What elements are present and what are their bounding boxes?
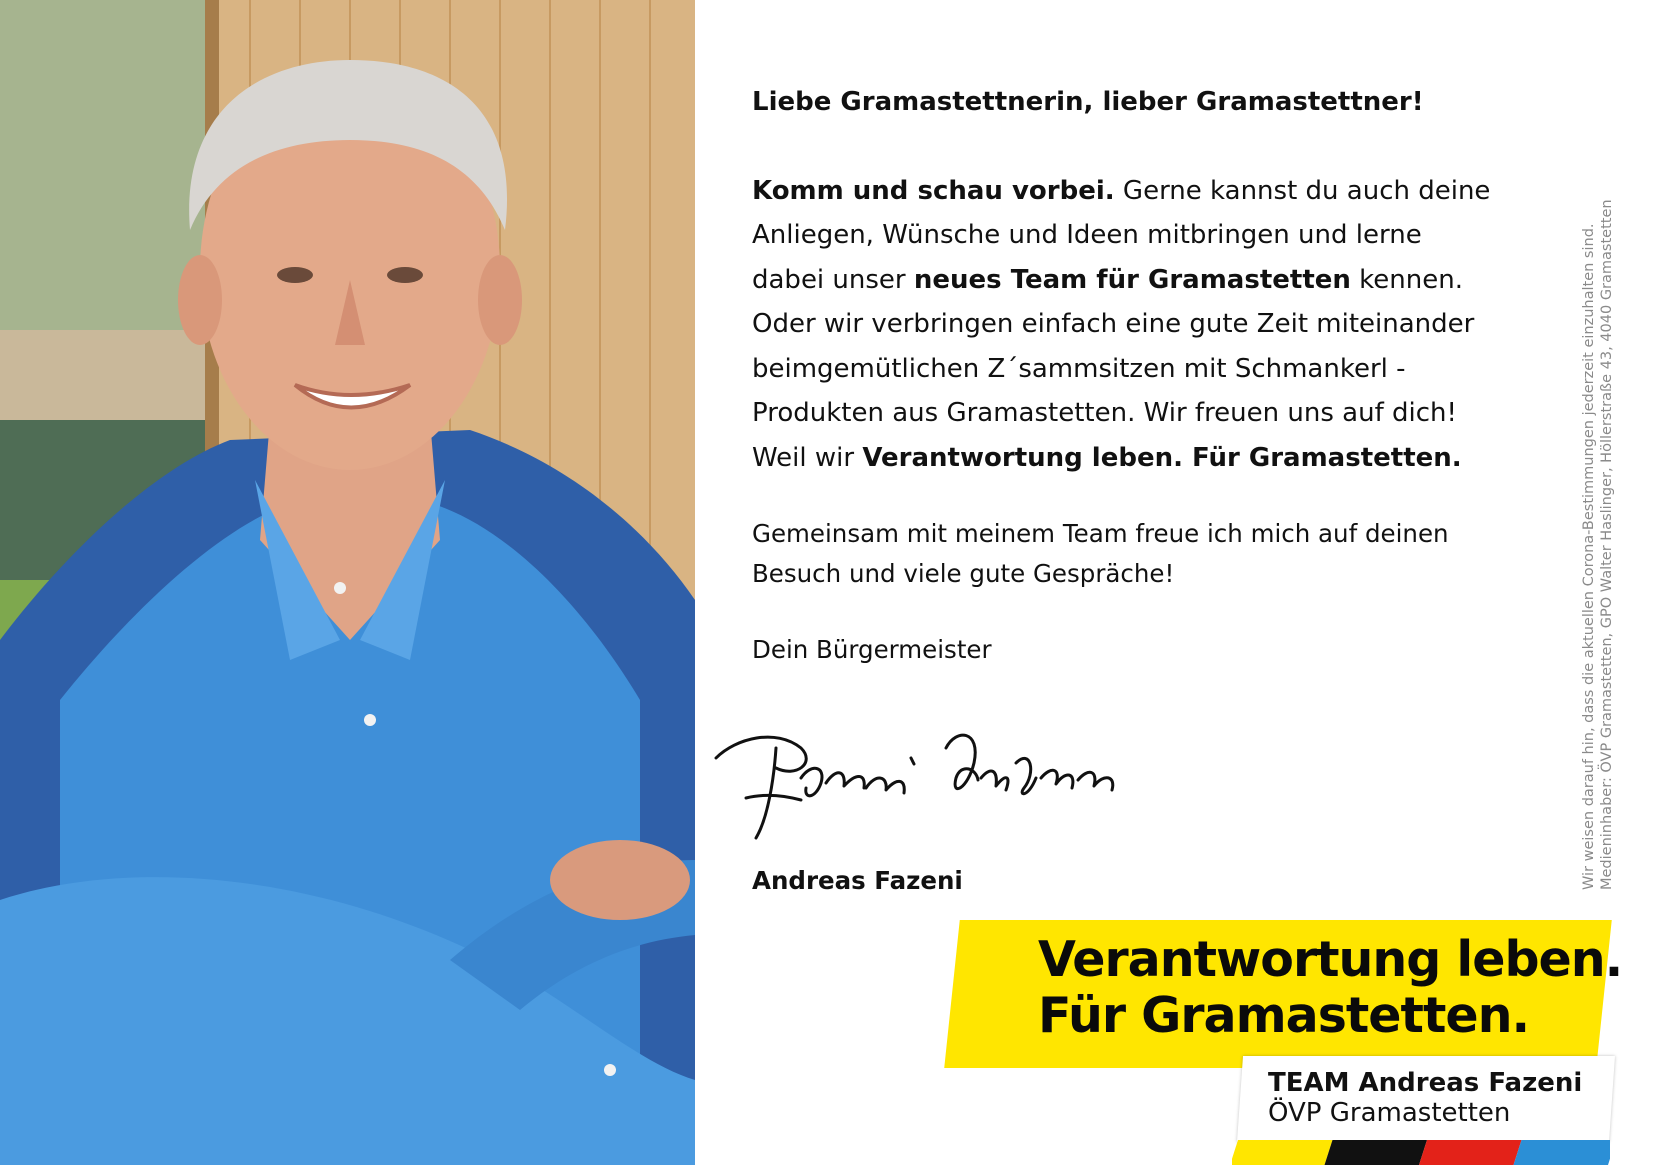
greeting: Liebe Gramastettnerin, lieber Gramastettner! bbox=[752, 87, 1424, 117]
main-paragraph-text-2: kennen. Oder wir verbringen einfach eine gute Zeit miteinander beimgemütlichen Z´sammsitzen mit Schmankerl - Produkten aus Gramastetten. Wir freuen uns auf dich! Weil wir bbox=[752, 264, 1475, 473]
main-paragraph-bold-slogan: Verantwortung leben. Für Gramastetten. bbox=[862, 442, 1462, 473]
main-paragraph bbox=[752, 169, 1492, 481]
slogan-line-2: Für Gramastetten. bbox=[1038, 987, 1530, 1044]
color-strip-segment bbox=[1232, 1140, 1333, 1165]
letter-body bbox=[752, 80, 1492, 673]
main-paragraph-text-1: Gerne kannst du auch deine Anliegen, Wünsche und Ideen mitbringen und lerne dabei unser bbox=[752, 175, 1491, 295]
legal-line-2: Medieninhaber: ÖVP Gramastetten, GPO Walter Haslinger, Höllerstraße 43, 4040 Gramastetten bbox=[1599, 199, 1615, 890]
color-strip-segment bbox=[1325, 1140, 1428, 1165]
portrait-illustration bbox=[0, 0, 695, 1165]
portrait-photo bbox=[0, 0, 695, 1165]
handwritten-signature bbox=[706, 718, 1166, 858]
legal-line-1: Wir weisen darauf hin, dass die aktuellen Corona-Bestimmungen jederzeit einzuhalten sind. bbox=[1581, 223, 1597, 890]
signer-name: Andreas Fazeni bbox=[752, 866, 963, 895]
slogan bbox=[1038, 932, 1622, 1044]
slogan-line-1: Verantwortung leben. bbox=[1038, 931, 1623, 988]
color-strip-segment bbox=[1419, 1140, 1522, 1165]
closing-paragraph: Gemeinsam mit meinem Team freue ich mich auf deinen Besuch und viele gute Gespräche! bbox=[752, 519, 1449, 588]
color-strip-segment bbox=[1514, 1140, 1611, 1165]
main-paragraph-bold-intro: Komm und schau vorbei. bbox=[752, 175, 1115, 206]
team-party: ÖVP Gramastetten bbox=[1268, 1098, 1511, 1128]
team-name: TEAM Andreas Fazeni bbox=[1268, 1068, 1583, 1098]
main-paragraph-bold-team: neues Team für Gramastetten bbox=[913, 264, 1351, 295]
legal-notice bbox=[1580, 120, 1616, 890]
signoff: Dein Bürgermeister bbox=[752, 635, 992, 664]
color-strip bbox=[1232, 1140, 1610, 1165]
